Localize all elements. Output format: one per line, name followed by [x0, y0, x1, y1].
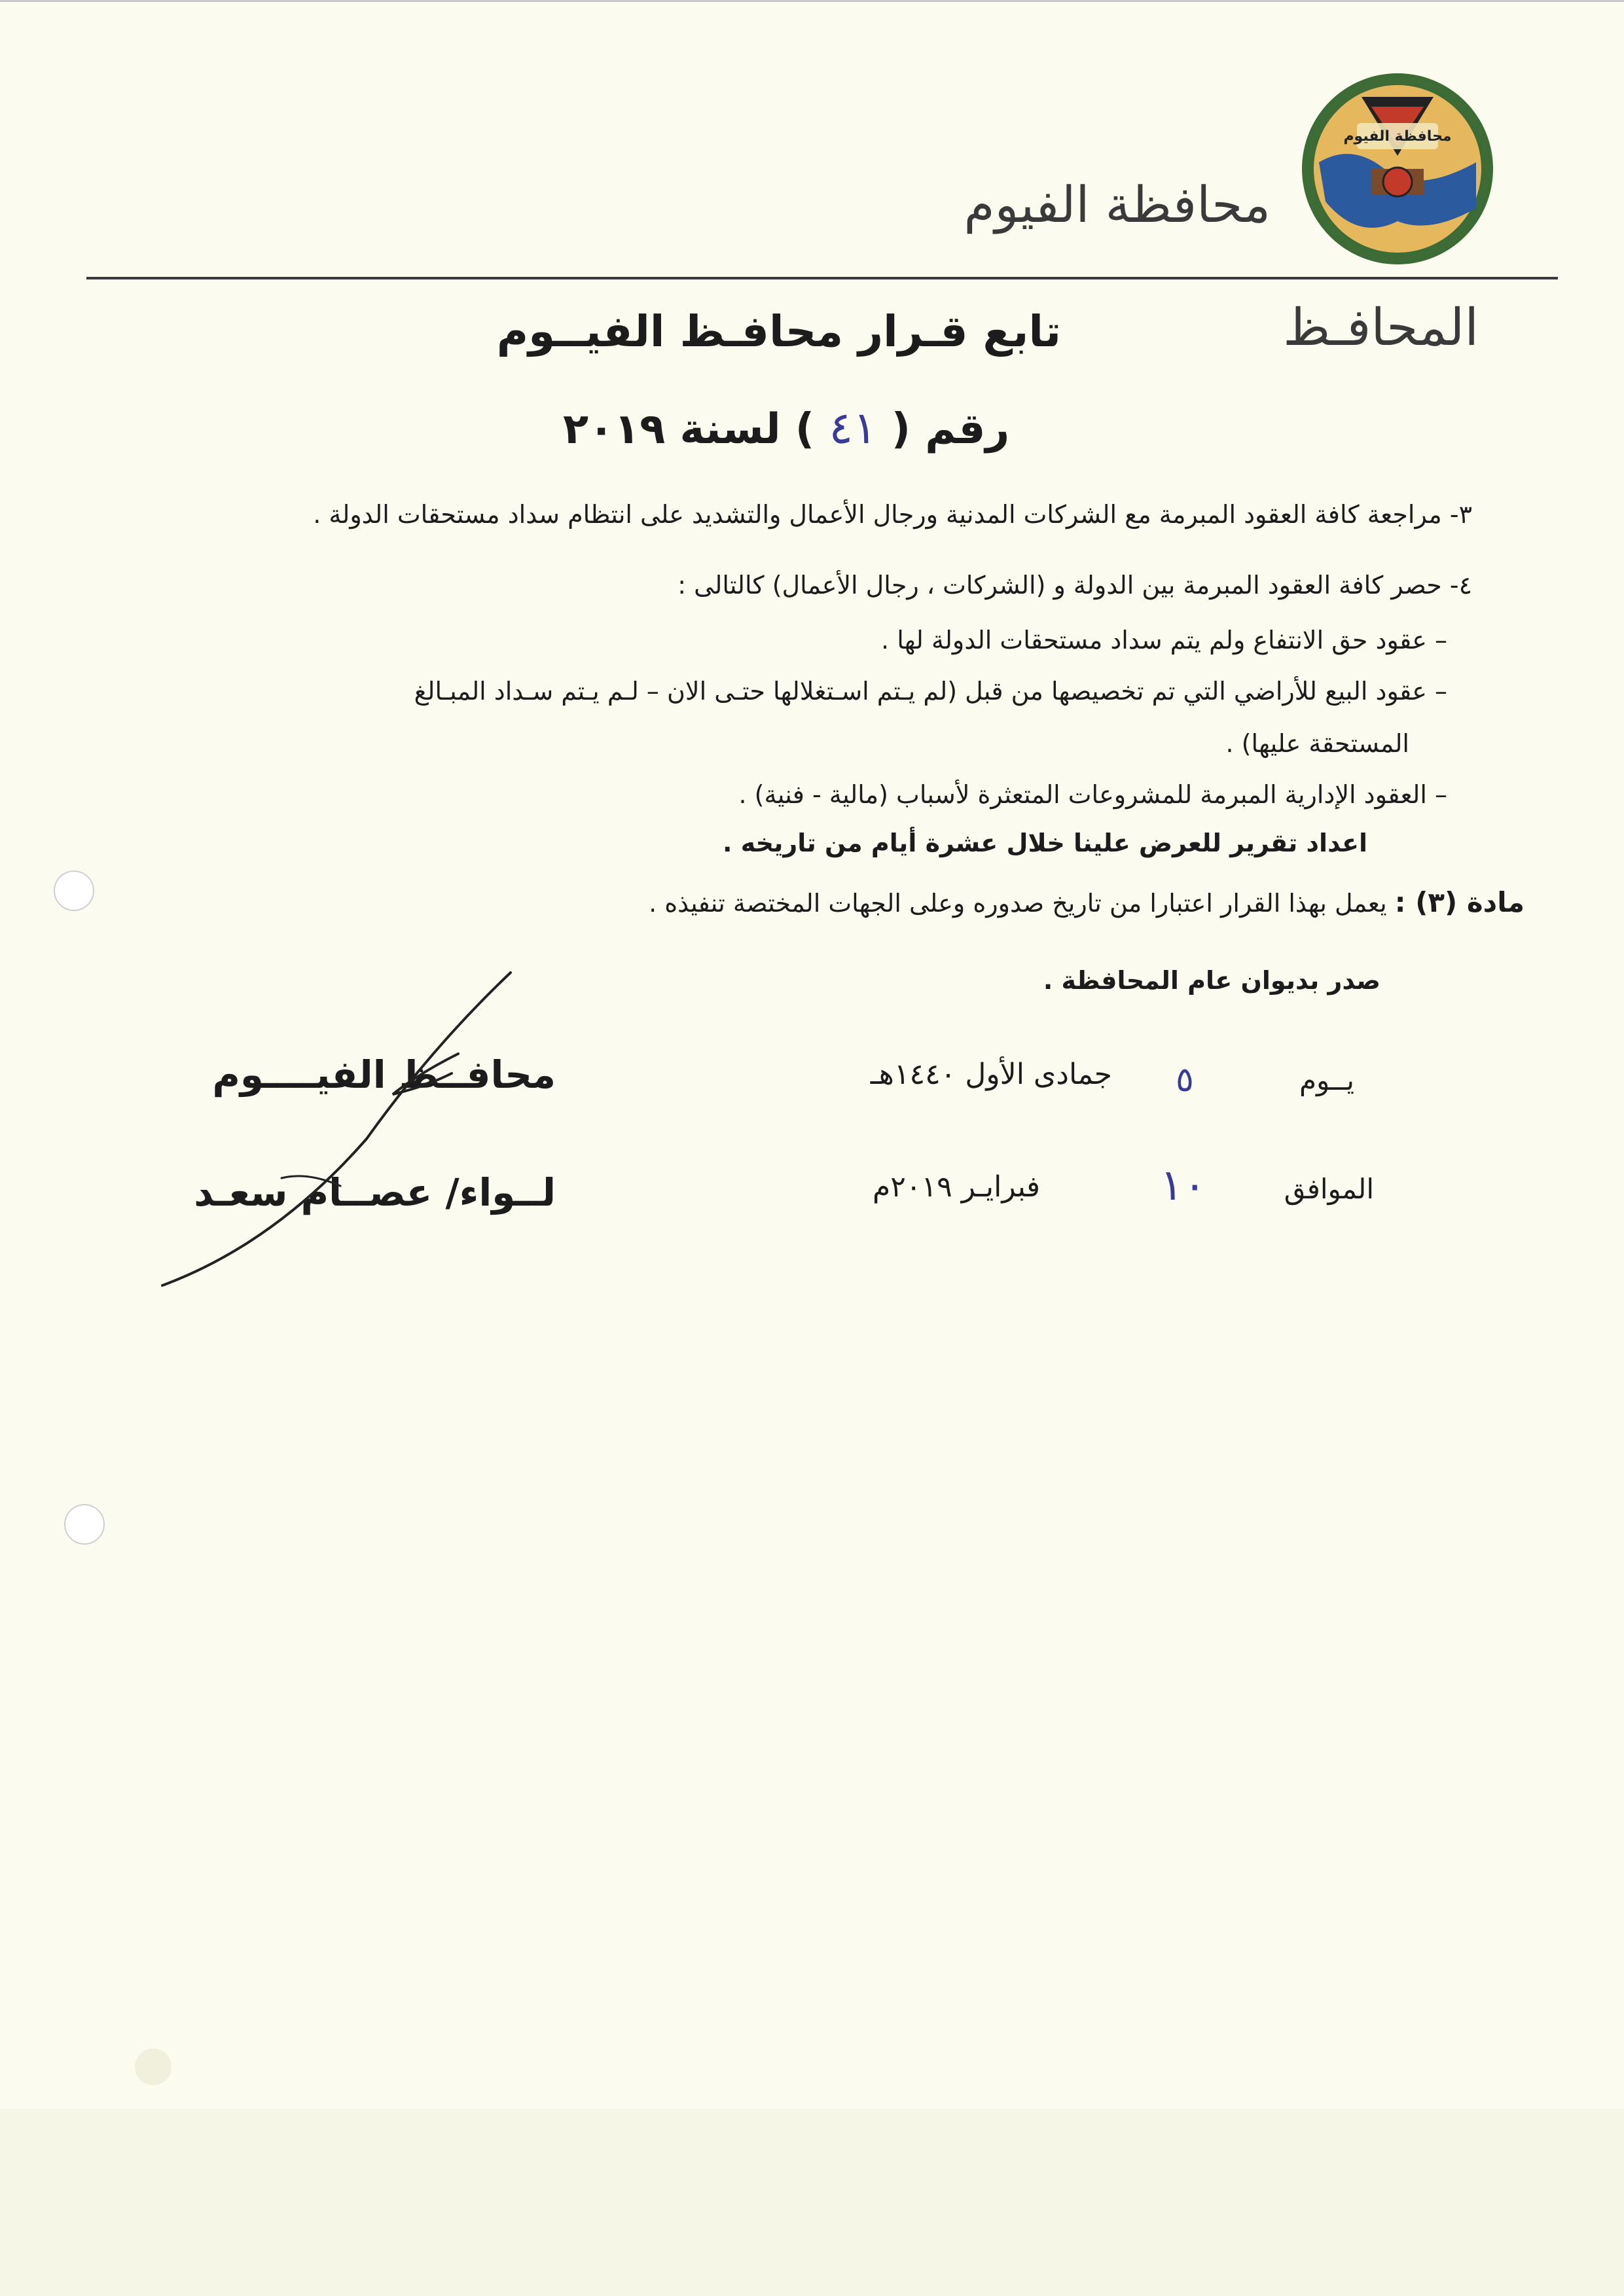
clause-4-item-1: – عقود حق الانتفاع ولم يتم سداد مستحقات الدولة لها .: [881, 626, 1447, 655]
gregorian-date: فبرايـر ٢٠١٩م: [873, 1170, 1040, 1204]
office-label: المحافـظ: [1283, 298, 1479, 357]
day-label: يــوم: [1299, 1064, 1354, 1096]
decree-number-handwritten: ٤١: [829, 403, 877, 454]
page-bottom-strip: [0, 2109, 1624, 2296]
signatory-title: محافــظ الفيــــوم: [212, 1052, 556, 1097]
punch-hole: [54, 870, 94, 911]
decree-number-line: [563, 403, 1009, 454]
page-top-edge: [0, 0, 1624, 2]
hijri-date: جمادى الأول ١٤٤٠هـ: [870, 1058, 1112, 1091]
decree-title: تابع قـرار محافـظ الفيــوم: [496, 306, 1061, 357]
clause-3: ٣- مراجعة كافة العقود المبرمة مع الشركات المدنية ورجال الأعمال والتشديد على انتظام سداد مستحقات الدولة .: [313, 500, 1472, 529]
day-value-handwritten: ٥: [1176, 1060, 1194, 1100]
decree-number-prefix: رقم (: [891, 405, 1010, 454]
report-instruction: اعداد تقرير للعرض علينا خلال عشرة أيام من تاريخه .: [722, 829, 1367, 857]
governorate-name: محافظة الفيوم: [964, 175, 1271, 234]
article-3-text: يعمل بهذا القرار اعتبارا من تاريخ صدوره وعلى الجهات المختصة تنفيذه .: [649, 889, 1387, 918]
clause-4-item-2: – عقود البيع للأراضي التي تم تخصيصها من قبل (لم يـتم اسـتغلالها حتـى الان – لـم يـتم سـداد المبـالغ: [414, 677, 1447, 706]
clause-4: ٤- حصر كافة العقود المبرمة بين الدولة و (الشركات ، رجال الأعمال) كالتالى :: [677, 571, 1472, 600]
paper-mark: [135, 2049, 171, 2085]
svg-text:محافظة الفيوم: محافظة الفيوم: [1343, 128, 1452, 145]
corresponding-value-handwritten: ١٠: [1160, 1160, 1206, 1210]
punch-hole: [64, 1504, 105, 1545]
governorate-emblem: [1299, 71, 1496, 267]
clause-4-item-2-continued: المستحقة عليها) .: [1225, 729, 1409, 758]
article-3-label: مادة (٣) :: [1394, 886, 1525, 918]
article-3: [649, 885, 1525, 921]
clause-4-item-3: – العقود الإدارية المبرمة للمشروعات المتعثرة لأسباب (مالية - فنية) .: [738, 780, 1447, 809]
header-rule: [86, 277, 1558, 279]
decree-number-suffix: ) لسنة ٢٠١٩: [563, 405, 815, 454]
signatory-name: لــواء/ عصــام سعـد: [194, 1170, 556, 1215]
corresponding-label: الموافق: [1284, 1173, 1374, 1205]
issued-at: صدر بديوان عام المحافظة .: [1043, 966, 1380, 995]
